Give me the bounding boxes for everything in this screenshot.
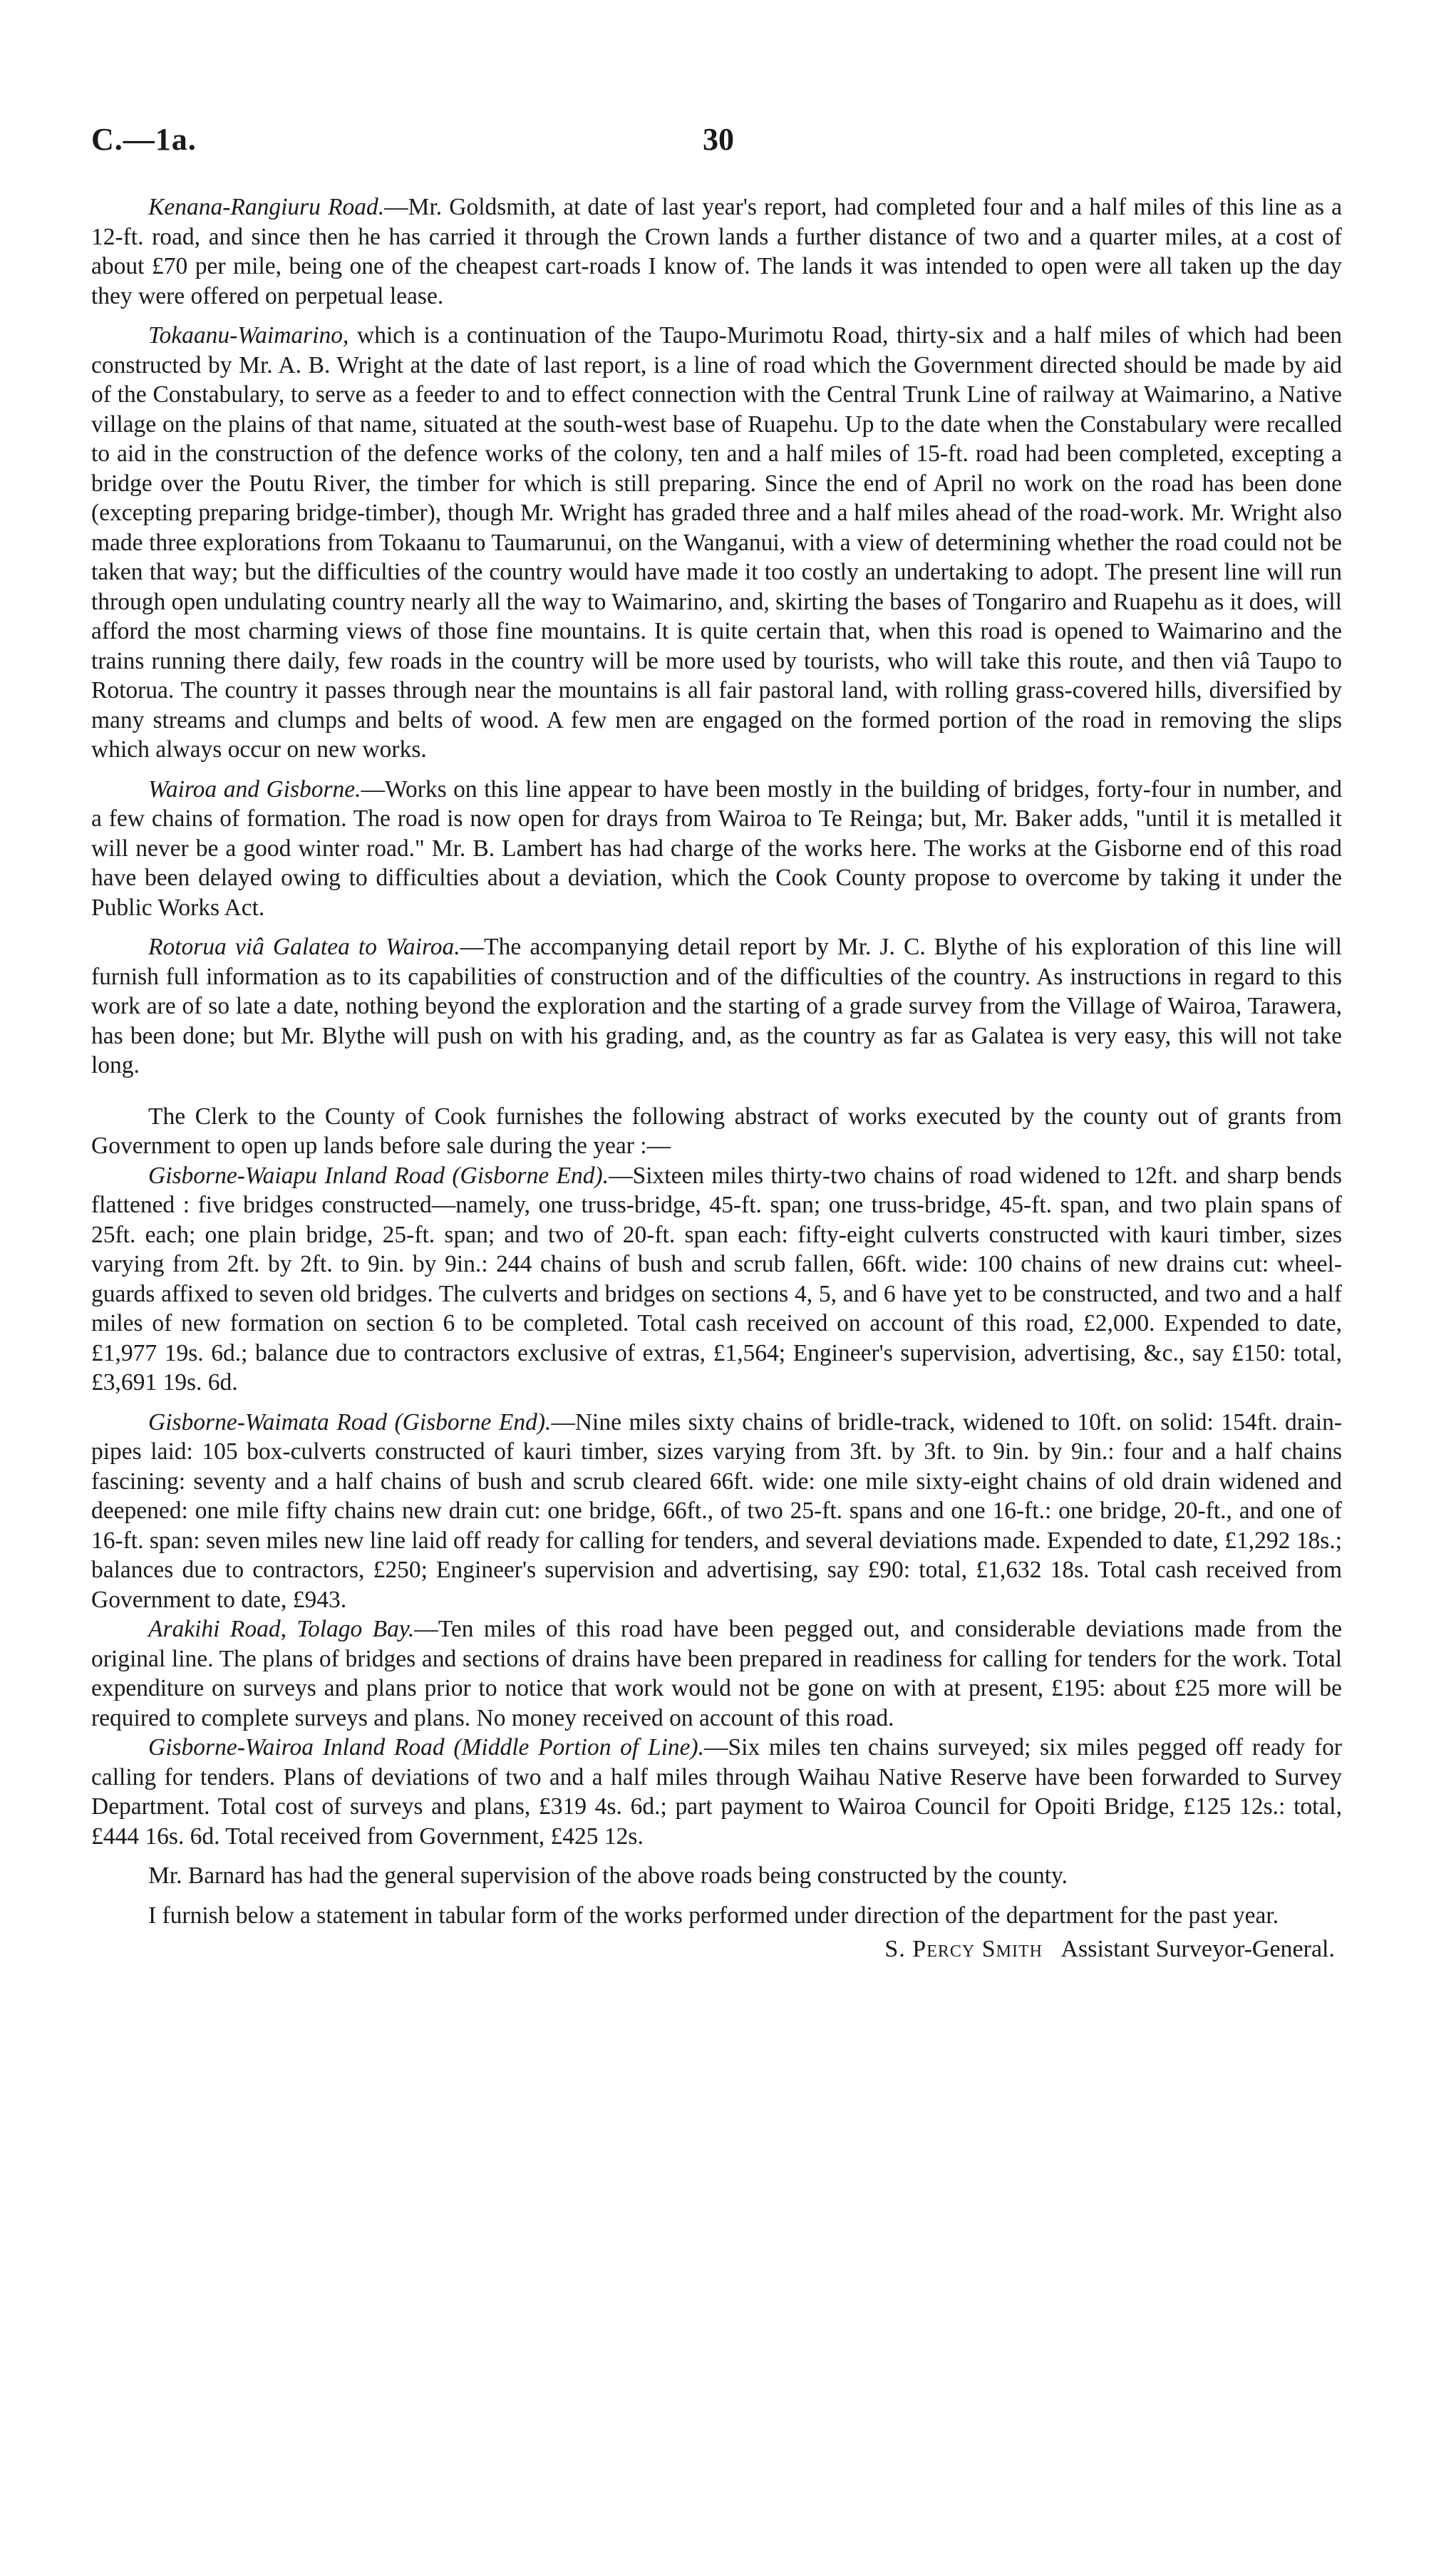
paragraph-title: Wairoa and Gisborne. <box>148 775 361 803</box>
document-reference: C.—1a. <box>91 122 197 157</box>
paragraph-text: The Clerk to the County of Cook furnishes the following abstract of works executed by the county out of grants from Government to open up lands before sale during the year :— <box>91 1103 1342 1159</box>
signature-block <box>91 1934 1342 1964</box>
paragraph-text: —Works on this line appear to have been mostly in the building of bridges, forty-four in number, and a few chains of formation. The road is now open for drays from Wairoa to Te Reinga; but, Mr. Baker adds, "until it is metalled it will never be a good winter road." Mr. B. Lambert has had charge of the works here. The works at the Gisborne end of this road have been delayed owing to difficulties about a deviation, which the Cook County propose to overcome by taking it under the Public Works Act. <box>91 775 1342 921</box>
paragraph-text: —The accompanying detail report by Mr. J. C. Blythe of his exploration of this line will furnish full information as to its capabilities of construction and of the difficulties of the country. As instructions in regard to this work are of so late a date, nothing beyond the exploration and the starting of a grade survey from the Village of Wairoa, Tarawera, has been done; but Mr. Blythe will push on with his grading, and, as the country as far as Galatea is very easy, this will not take long. <box>91 934 1342 1078</box>
paragraph-title: Gisborne-Wairoa Inland Road (Middle Portion of Line). <box>148 1734 705 1761</box>
paragraph-kenana-rangiuru <box>91 192 1342 311</box>
paragraph-arakihi <box>91 1614 1342 1733</box>
paragraph-text: —Mr. Goldsmith, at date of last year's report, had completed four and a half miles of this line as a 12-ft. road, and since then he has carried it through the Crown lands a further distance of two and a quarter miles, at a cost of about £70 per mile, being one of the cheapest cart-roads I know of. The lands it was intended to open were all taken up the day they were offered on perpetual lease. <box>91 194 1343 309</box>
paragraph-title: Gisborne-Waimata Road (Gisborne End). <box>148 1408 552 1436</box>
paragraph-title: Arakihi Road, Tolago Bay. <box>148 1616 415 1642</box>
paragraph-text: —Six miles ten chains surveyed; six miles pegged off ready for calling for tenders. Plans of deviations of two and a half miles through Waihau Native Reserve have been forwarded to Survey Department. Total cost of surveys and plans, £319 4s. 6d.; part payment to Wairoa Council for Opoiti Bridge, £125 12s.: total, £444 16s. 6d. Total received from Government, £425 12s. <box>91 1734 1342 1850</box>
paragraph-title: Tokaanu-Waimarino, <box>148 322 349 349</box>
paragraph-tokaanu-waimarino <box>91 321 1342 765</box>
paragraph-rotorua-galatea <box>91 932 1342 1081</box>
paragraph-barnard <box>91 1861 1342 1891</box>
paragraph-statement <box>91 1901 1342 1931</box>
paragraph-title: Kenana-Rangiuru Road. <box>148 194 385 220</box>
signature-title: Assistant Surveyor-General. <box>1060 1936 1335 1962</box>
paragraph-text: —Ten miles of this road have been pegged out, and considerable deviations made from the original line. The plans of bridges and sections of drains have been prepared in readiness for calling for tenders for the work. Total expenditure on surveys and plans prior to notice that work would not be gone on with at present, £195: about £25 more will be required to complete surveys and plans. No money received on account of this road. <box>91 1616 1342 1731</box>
paragraph-gisborne-waimata <box>91 1408 1342 1615</box>
paragraph-gisborne-waiapu <box>91 1161 1342 1398</box>
paragraph-text: I furnish below a statement in tabular form of the works performed under direction of the department for the past year. <box>148 1902 1279 1929</box>
signature-name: S. Percy Smith <box>884 1936 1043 1962</box>
paragraph-title: Rotorua viâ Galatea to Wairoa. <box>148 934 460 960</box>
document-body <box>91 192 1342 1964</box>
paragraph-text: —Nine miles sixty chains of bridle-track, widened to 10ft. on solid: 154ft. drain-pipes laid: 105 box-culverts constructed of kauri timber, sizes varying from 3ft. by 3ft. to 9in. by 9in.: four and a half chains fascining: seventy and a half chains of bush and scrub cleared 66ft. wide: one mile sixty-eight chains of old drain widened and deepened: one mile fifty chains new drain cut: one bridge, 66ft., of two 25-ft. spans and one 16-ft.: one bridge, 20-ft., and one of 16-ft. span: seven miles new line laid off ready for calling for tenders, and several deviations made. Expended to date, £1,292 18s.; balances due to contractors, £250; Engineer's supervision and advertising, say £90: total, £1,632 18s. Total cash received from Government to date, £943. <box>91 1408 1342 1613</box>
paragraph-text: —Sixteen miles thirty-two chains of road widened to 12ft. and sharp bends flattened : five bridges constructed—namely, one truss-bridge, 45-ft. span; one truss-bridge, 45-ft. span, and two plain spans of 25ft. each; one plain bridge, 25-ft. span; and two of 20-ft. span each: fifty-eight culverts constructed with kauri timber, sizes varying from 2ft. by 2ft. to 9in. by 9in.: 244 chains of bush and scrub fallen, 66ft. wide: 100 chains of new drains cut: wheel-guards affixed to seven old bridges. The culverts and bridges on sections 4, 5, and 6 have yet to be constructed, and two and a half miles of new formation on section 6 to be completed. Total cash received on account of this road, £2,000. Expended to date, £1,977 19s. 6d.; balance due to contractors exclusive of extras, £1,564; Engineer's supervision, advertising, &c., say £150: total, £3,691 19s. 6d. <box>91 1162 1342 1396</box>
paragraph-title: Gisborne-Waiapu Inland Road (Gisborne End). <box>148 1162 609 1189</box>
page-number: 30 <box>703 122 734 157</box>
paragraph-text: which is a continuation of the Taupo-Murimotu Road, thirty-six and a half miles of which had been constructed by Mr. A. B. Wright at the date of last report, is a line of road which the Government directed should be made by aid of the Constabulary, to serve as a feeder to and to effect connection with the Central Trunk Line of railway at Waimarino, a Native village on the plains of that name, situated at the south-west base of Ruapehu. Up to the date when the Constabulary were recalled to aid in the construction of the defence works of the colony, ten and a half miles of 15-ft. road had been completed, excepting a bridge over the Poutu River, the timber for which is still preparing. Since the end of April no work on the road has been done (excepting preparing bridge-timber), though Mr. Wright has graded three and a half miles ahead of the road-work. Mr. Wright also made three explorations from Tokaanu to Taumarunui, on the Wanganui, with a view of determining whether the road could not be taken that way; but the difficulties of the country would have made it too costly an undertaking to adopt. The present line will run through open undulating country nearly all the way to Waimarino, and, skirting the bases of Tongariro and Ruapehu as it does, will afford the most charming views of those fine mountains. It is quite certain that, when this road is opened to Waimarino and the trains running there daily, few roads in the country will be more used by tourists, who will take this route, and then viâ Taupo to Rotorua. The country it passes through near the mountains is all fair pastoral land, with rolling grass-covered hills, diversified by many streams and clumps and belts of wood. A few men are engaged on the formed portion of the road in removing the slips which always occur on new works. <box>91 322 1342 763</box>
paragraph-wairoa-gisborne <box>91 775 1342 923</box>
paragraph-county-clerk <box>91 1102 1342 1161</box>
paragraph-text: Mr. Barnard has had the general supervision of the above roads being constructed by the county. <box>148 1862 1068 1889</box>
page-header <box>91 121 1346 164</box>
paragraph-gisborne-wairoa <box>91 1733 1342 1851</box>
